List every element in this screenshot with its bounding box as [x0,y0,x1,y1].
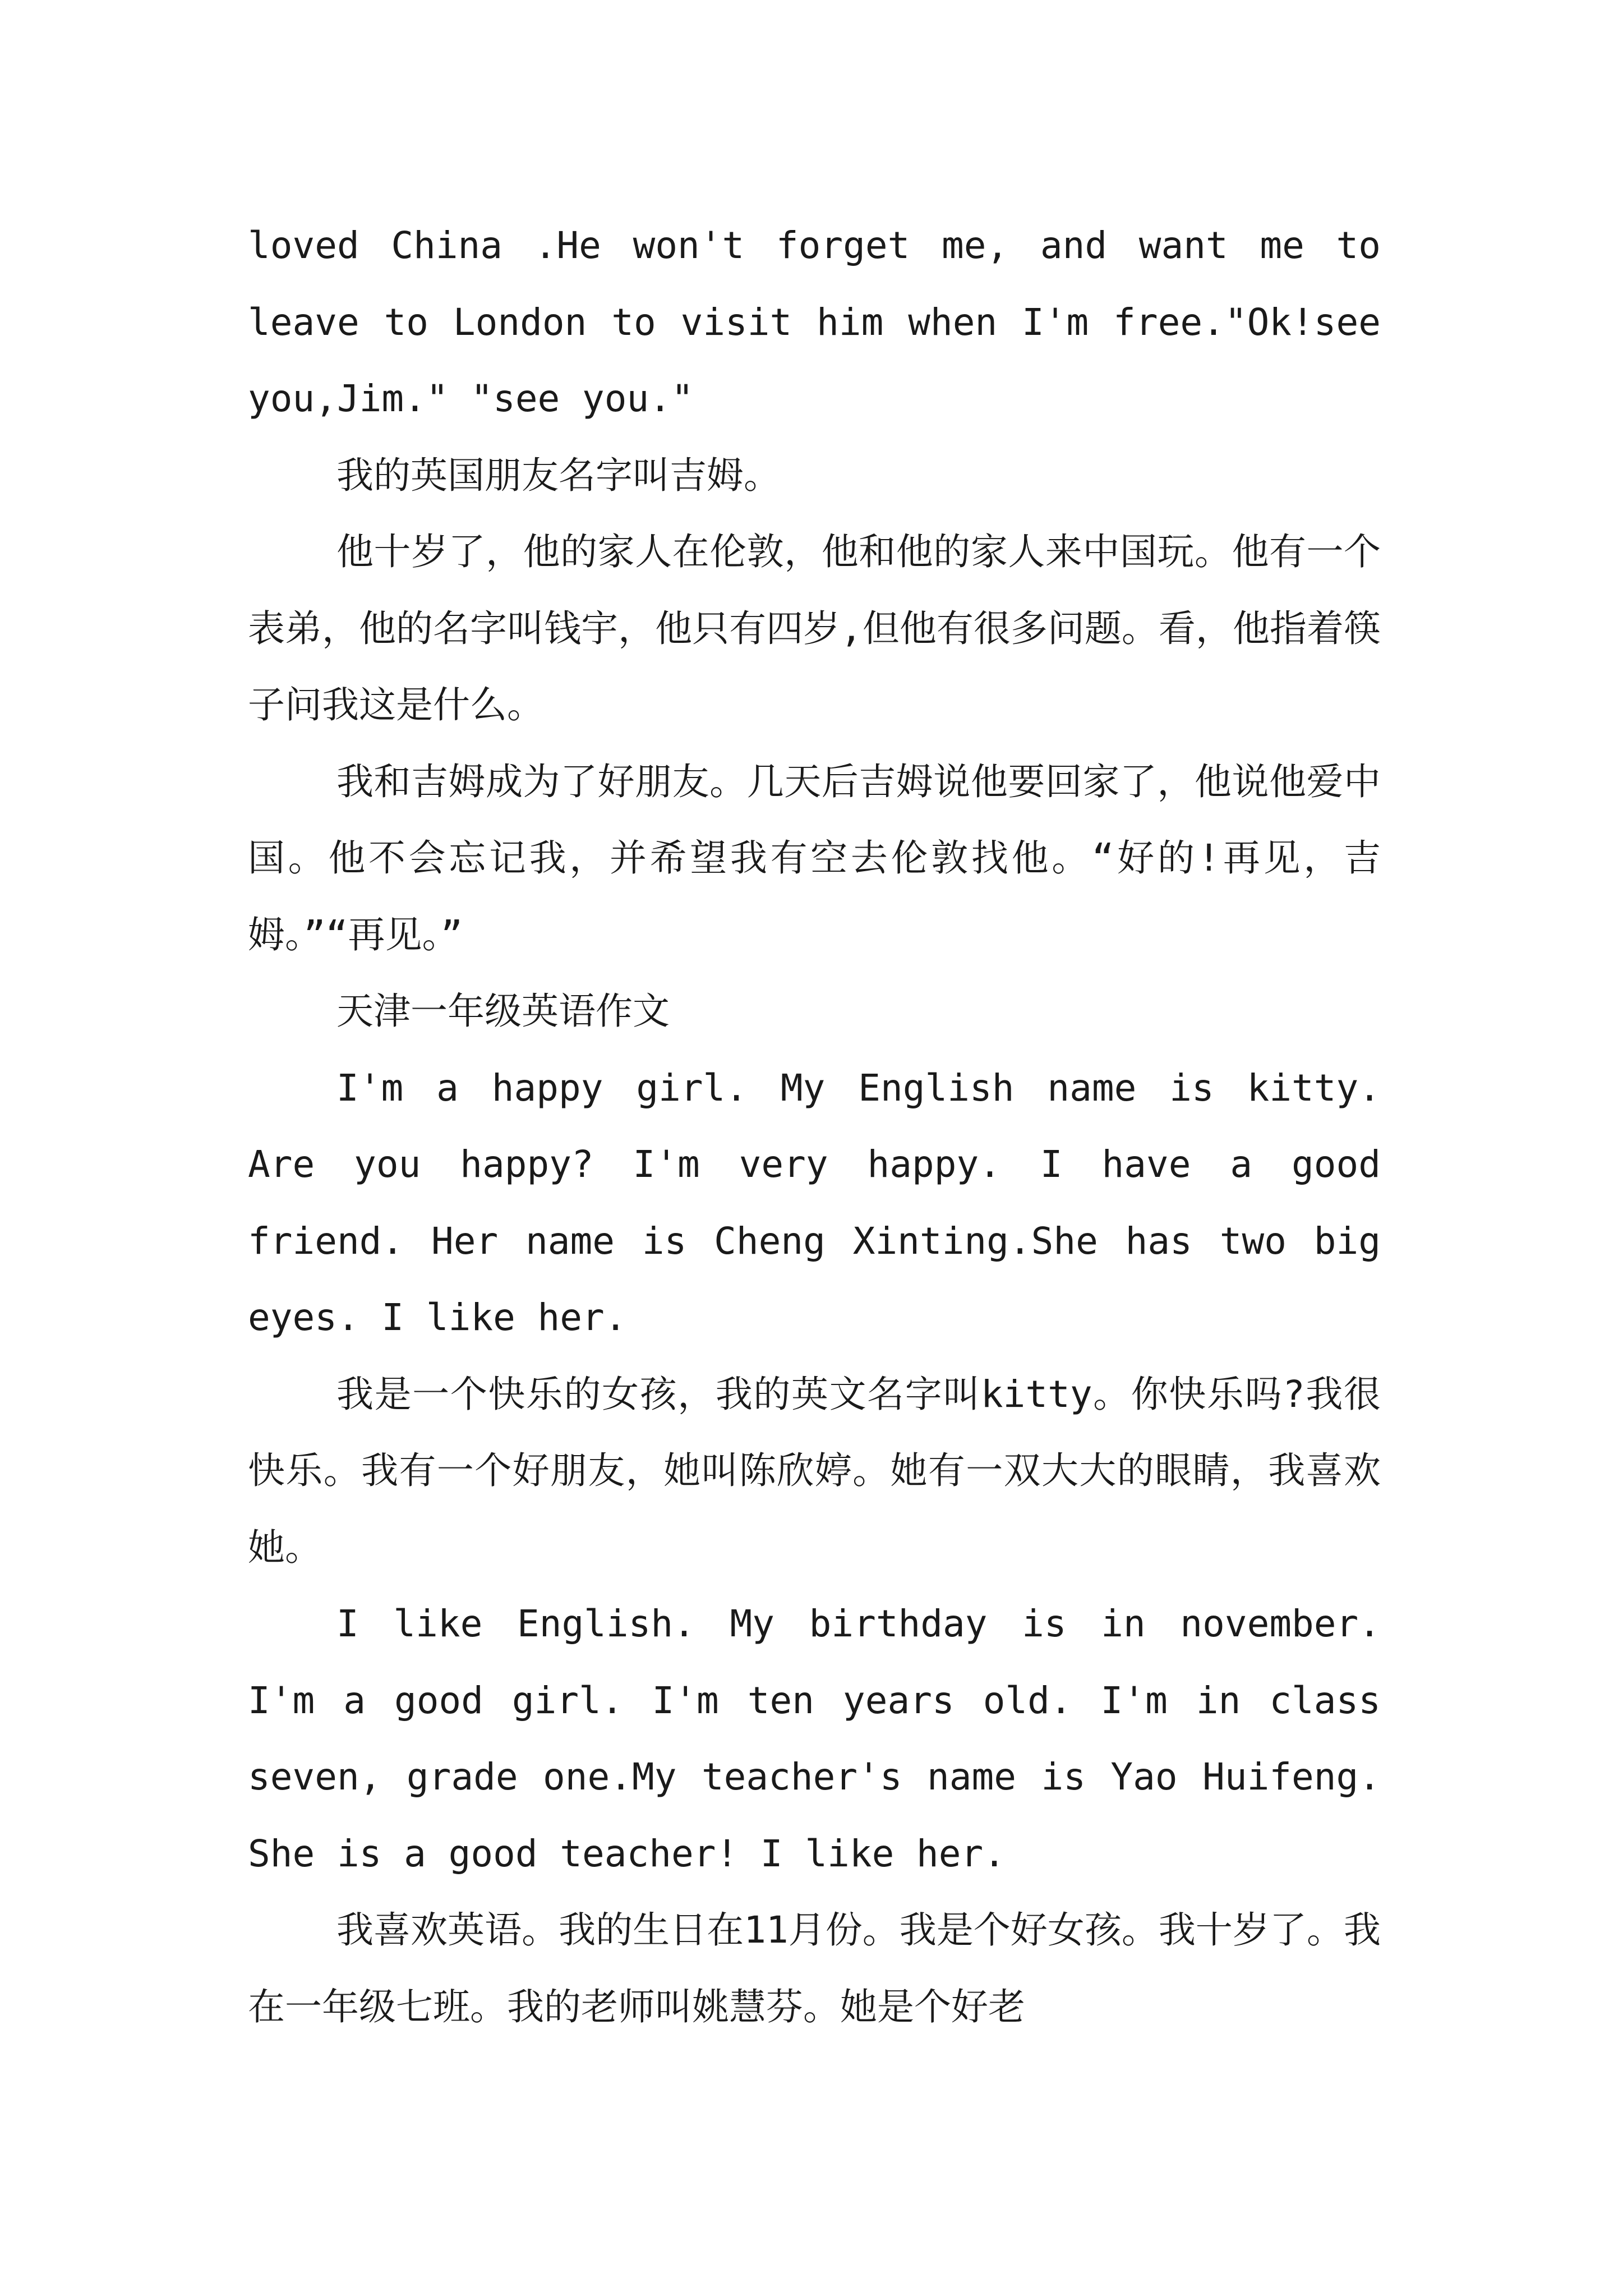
paragraph-family-cn: 他十岁了，他的家人在伦敦，他和他的家人来中国玩。他有一个表弟，他的名字叫钱宇，他只有四岁,但他有很多问题。看，他指着筷子问我这是什么。 [248,530,1381,726]
paragraph-like-english-en: I like English. My birthday is in november. I'm a good girl. I'm ten years old. I'm in class seven, grade one.My teacher's name is Yao Huifeng. She is a good teacher! I like her. [248,1602,1381,1875]
paragraph-happy-girl-en: I'm a happy girl. My English name is kitty. Are you happy? I'm very happy. I have a good friend. Her name is Cheng Xinting.She has two big eyes. I like her. [248,1066,1381,1339]
paragraph-friendship-cn: 我和吉姆成为了好朋友。几天后吉姆说他要回家了，他说他爱中国。他不会忘记我，并希望我有空去伦敦找他。“好的!再见，吉姆。”“再见。” [248,760,1381,956]
paragraph-happy-girl-cn: 我是一个快乐的女孩，我的英文名字叫kitty。你快乐吗?我很快乐。我有一个好朋友，她叫陈欣婷。她有一双大大的眼睛，我喜欢她。 [248,1372,1381,1569]
section-heading: 天津一年级英语作文 [336,990,670,1033]
document-body [248,208,1381,2045]
paragraph-friend-name-cn: 我的英国朋友名字叫吉姆。 [336,453,781,497]
paragraph-continued-english: loved China .He won't forget me, and want me to leave to London to visit him when I'm free."Ok!see you,Jim." "see you." [248,224,1381,420]
paragraph-like-english-cn: 我喜欢英语。我的生日在11月份。我是个好女孩。我十岁了。我在一年级七班。我的老师叫姚慧芬。她是个好老 [248,1908,1381,2028]
